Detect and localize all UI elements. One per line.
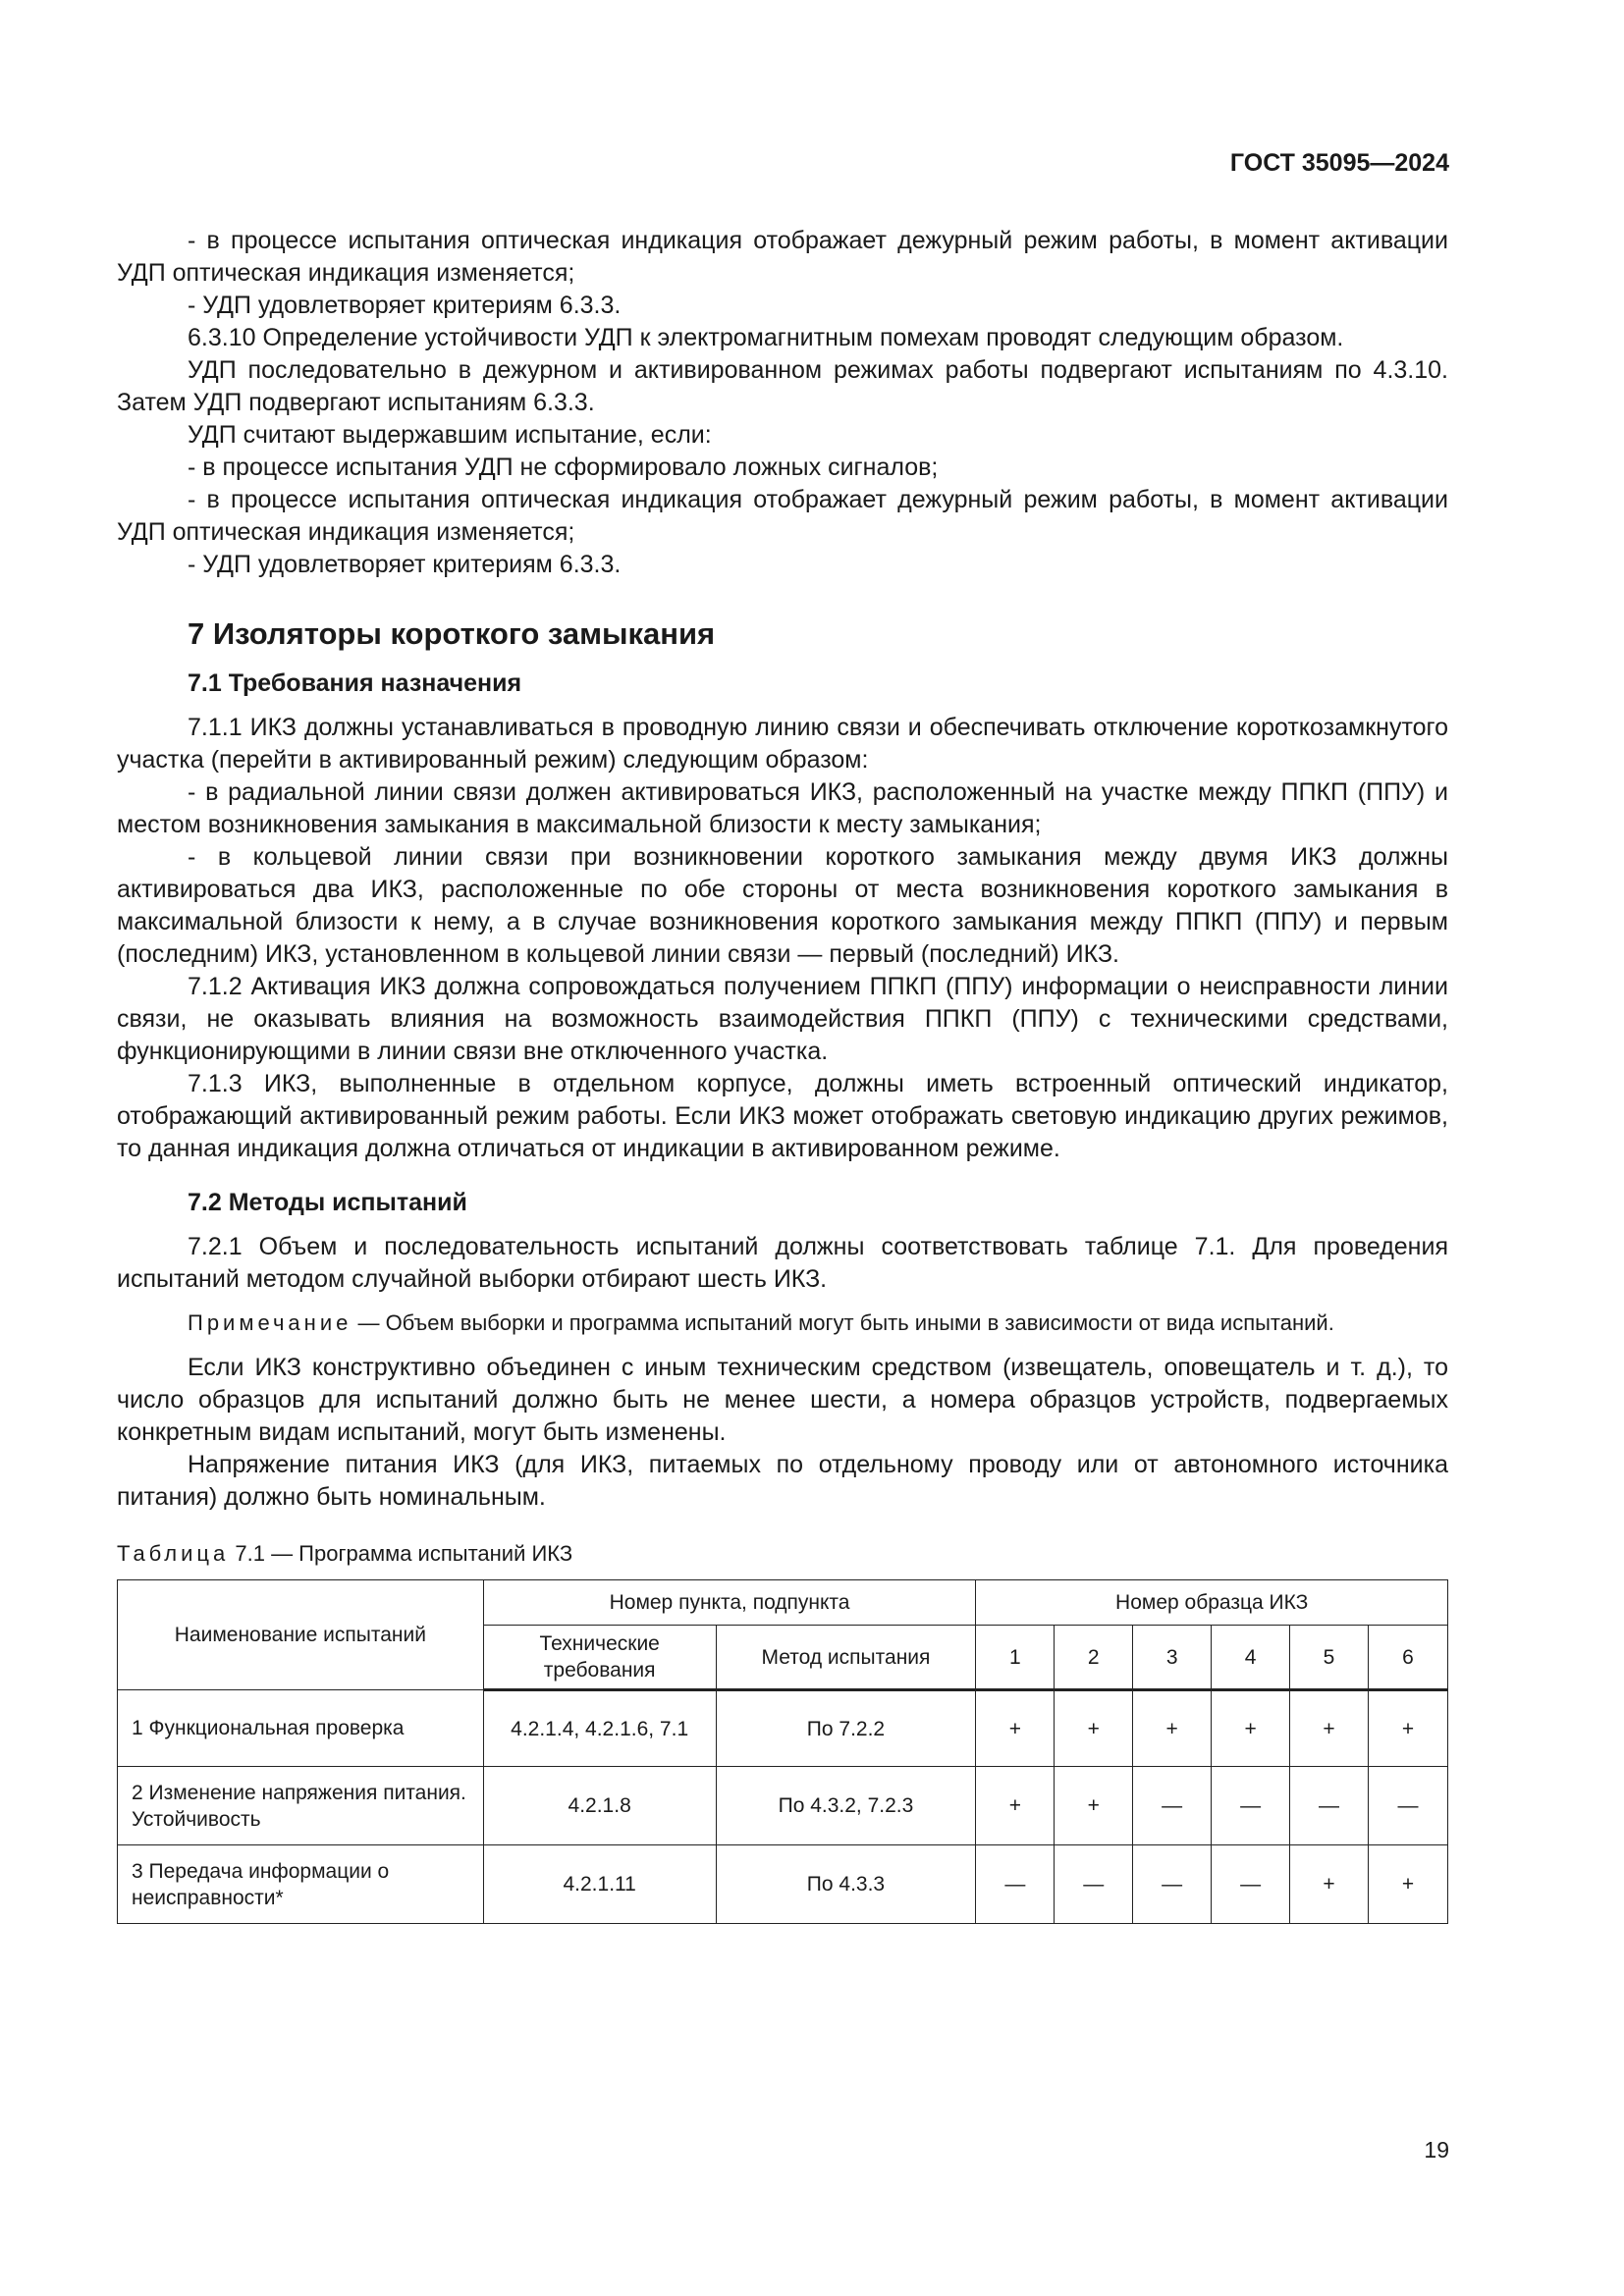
table-caption-text: 7.1 — Программа испытаний ИКЗ bbox=[229, 1541, 573, 1566]
cell-mark: + bbox=[1290, 1845, 1369, 1924]
header-sample-3: 3 bbox=[1133, 1626, 1212, 1690]
subsection-heading: 7.2 Методы испытаний bbox=[188, 1189, 467, 1216]
paragraph: 7.1.1 ИКЗ должны устанавливаться в проводную линию связи и обеспечивать отключение короткозамкнутого участка (перейти в активированный режим) следующим образом: bbox=[117, 714, 1448, 774]
header-test-name: Наименование испытаний bbox=[118, 1580, 484, 1690]
cell-mark: — bbox=[1055, 1845, 1133, 1924]
cell-mark: + bbox=[1055, 1767, 1133, 1845]
paragraph: УДП последовательно в дежурном и активированном режимах работы подвергают испытаниям по 4.3.10. Затем УДП подвергают испытаниям 6.3.3. bbox=[117, 356, 1448, 416]
paragraph: 7.1.3 ИКЗ, выполненные в отдельном корпусе, должны иметь встроенный оптический индикатор, отображающий активированный режим работы. Если ИКЗ может отображать световую индикацию других режимов, то данная индикация должна отличаться от индикации в активированном режиме. bbox=[117, 1070, 1448, 1162]
cell-test-name: 3 Передача информации о неисправности* bbox=[118, 1845, 484, 1924]
cell-mark: + bbox=[1055, 1690, 1133, 1767]
paragraph: 7.2.1 Объем и последовательность испытаний должны соответствовать таблице 7.1. Для проведения испытаний методом случайной выборки отбирают шесть ИКЗ. bbox=[117, 1233, 1448, 1293]
header-sample-6: 6 bbox=[1368, 1626, 1447, 1690]
test-program-table bbox=[117, 1579, 1448, 1924]
paragraph: - в процессе испытания УДП не сформировало ложных сигналов; bbox=[188, 454, 939, 481]
cell-mark: — bbox=[976, 1845, 1055, 1924]
header-tech-requirements: Технические требования bbox=[483, 1626, 716, 1690]
cell-test-method: По 4.3.2, 7.2.3 bbox=[716, 1767, 976, 1845]
paragraph: - в процессе испытания оптическая индикация отображает дежурный режим работы, в момент активации УДП оптическая индикация изменяется; bbox=[117, 227, 1448, 287]
cell-test-method: По 7.2.2 bbox=[716, 1690, 976, 1767]
table-header-row bbox=[118, 1580, 1448, 1626]
note-label: Примечание bbox=[188, 1310, 352, 1335]
paragraph: - УДП удовлетворяет критериям 6.3.3. bbox=[188, 551, 622, 578]
header-sample-number: Номер образца ИКЗ bbox=[976, 1580, 1448, 1626]
cell-mark: + bbox=[1212, 1690, 1290, 1767]
cell-test-name: 1 Функциональная проверка bbox=[118, 1690, 484, 1767]
cell-mark: + bbox=[1368, 1690, 1447, 1767]
cell-mark: — bbox=[1133, 1845, 1212, 1924]
table-row bbox=[118, 1690, 1448, 1767]
cell-mark: — bbox=[1212, 1845, 1290, 1924]
table-row bbox=[118, 1845, 1448, 1924]
header-clause-number: Номер пункта, подпункта bbox=[483, 1580, 976, 1626]
cell-mark: — bbox=[1133, 1767, 1212, 1845]
cell-mark: + bbox=[1368, 1845, 1447, 1924]
cell-mark: + bbox=[1133, 1690, 1212, 1767]
cell-mark: — bbox=[1212, 1767, 1290, 1845]
paragraph: - в радиальной линии связи должен активироваться ИКЗ, расположенный на участке между ППКП (ППУ) и местом возникновения замыкания в максимальной близости к месту замыкания; bbox=[117, 778, 1448, 838]
paragraph: 6.3.10 Определение устойчивости УДП к электромагнитным помехам проводят следующим образом. bbox=[188, 324, 1344, 351]
header-sample-4: 4 bbox=[1212, 1626, 1290, 1690]
table-row bbox=[118, 1767, 1448, 1845]
cell-mark: + bbox=[1290, 1690, 1369, 1767]
paragraph: 7.1.2 Активация ИКЗ должна сопровождаться получением ППКП (ППУ) информации о неисправности линии связи, не оказывать влияния на возможность взаимодействия ППКП (ППУ) с техническими средствами, функционирующими в линии связи вне отключенного участка. bbox=[117, 973, 1448, 1065]
header-test-method: Метод испытания bbox=[716, 1626, 976, 1690]
paragraph: - УДП удовлетворяет критериям 6.3.3. bbox=[188, 292, 622, 319]
table-caption-label: Таблица bbox=[117, 1541, 230, 1566]
cell-mark: — bbox=[1290, 1767, 1369, 1845]
document-code: ГОСТ 35095—2024 bbox=[1229, 149, 1449, 177]
note-text: — Объем выборки и программа испытаний могут быть иными в зависимости от вида испытаний. bbox=[352, 1310, 1334, 1335]
note bbox=[117, 1308, 1448, 1338]
paragraph: - в кольцевой линии связи при возникновении короткого замыкания между двумя ИКЗ должны активироваться два ИКЗ, расположенные по обе стороны от места возникновения короткого замыкания в максимальной близости к нему, а в случае возникновения короткого замыкания между ППКП (ППУ) и первым (последним) ИКЗ, установленном в кольцевой линии связи — первый (последний) ИКЗ. bbox=[117, 843, 1448, 968]
paragraph: Если ИКЗ конструктивно объединен с иным техническим средством (извещатель, оповещатель и т. д.), то число образцов для испытаний должно быть не менее шести, а номера образцов устройств, подвергаемых конкретным видам испытаний, могут быть изменены. bbox=[117, 1354, 1448, 1446]
paragraph: - в процессе испытания оптическая индикация отображает дежурный режим работы, в момент активации УДП оптическая индикация изменяется; bbox=[117, 486, 1448, 546]
paragraph: Напряжение питания ИКЗ (для ИКЗ, питаемых по отдельному проводу или от автономного источника питания) должно быть номинальным. bbox=[117, 1451, 1448, 1511]
cell-mark: + bbox=[976, 1767, 1055, 1845]
header-sample-1: 1 bbox=[976, 1626, 1055, 1690]
cell-mark: — bbox=[1368, 1767, 1447, 1845]
cell-tech-requirements: 4.2.1.8 bbox=[483, 1767, 716, 1845]
cell-test-name: 2 Изменение напряжения питания. Устойчивость bbox=[118, 1767, 484, 1845]
header-sample-2: 2 bbox=[1055, 1626, 1133, 1690]
subsection-heading: 7.1 Требования назначения bbox=[188, 669, 522, 697]
paragraph: УДП считают выдержавшим испытание, если: bbox=[188, 421, 712, 449]
section-heading: 7 Изоляторы короткого замыкания bbox=[188, 616, 716, 651]
cell-tech-requirements: 4.2.1.11 bbox=[483, 1845, 716, 1924]
page-content bbox=[117, 225, 1448, 1924]
cell-test-method: По 4.3.3 bbox=[716, 1845, 976, 1924]
page-number: 19 bbox=[1424, 2137, 1449, 2163]
cell-tech-requirements: 4.2.1.4, 4.2.1.6, 7.1 bbox=[483, 1690, 716, 1767]
table-caption bbox=[117, 1537, 1448, 1570]
header-sample-5: 5 bbox=[1290, 1626, 1369, 1690]
cell-mark: + bbox=[976, 1690, 1055, 1767]
